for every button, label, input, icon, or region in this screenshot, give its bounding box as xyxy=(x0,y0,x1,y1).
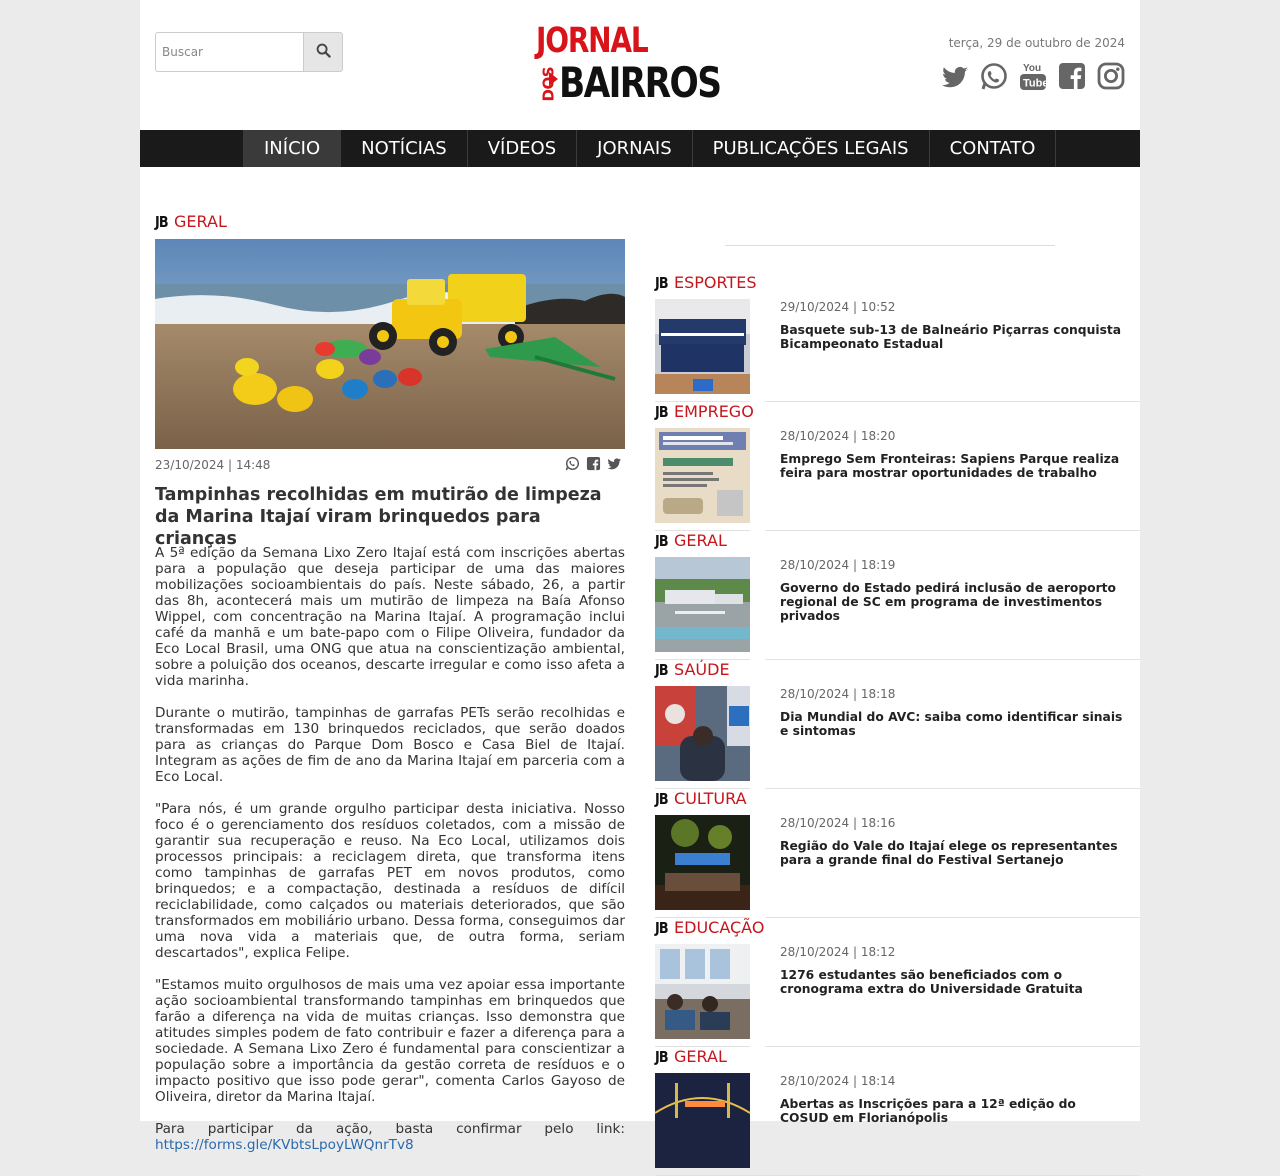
twitter-icon[interactable] xyxy=(941,60,969,92)
category-label: GERAL xyxy=(674,1047,727,1066)
site-logo[interactable] xyxy=(533,22,747,108)
news-date: 28/10/2024 | 18:20 xyxy=(780,429,896,443)
news-title[interactable]: Dia Mundial do AVC: saiba como identificar sinais e sintomas xyxy=(780,710,1123,738)
news-category[interactable] xyxy=(655,402,754,421)
search-button[interactable] xyxy=(303,32,343,72)
news-thumbnail[interactable] xyxy=(655,428,750,523)
category-label: EMPREGO xyxy=(674,402,754,421)
category-label: GERAL xyxy=(674,531,727,550)
category-label: SAÚDE xyxy=(674,660,730,679)
category-label: EDUCAÇÃO xyxy=(674,918,765,937)
news-category[interactable] xyxy=(655,531,727,550)
news-thumbnail[interactable] xyxy=(655,686,750,781)
svg-text:You: You xyxy=(1023,63,1042,74)
news-category[interactable] xyxy=(655,789,747,808)
social-links xyxy=(941,60,1125,92)
news-date: 28/10/2024 | 18:16 xyxy=(780,816,896,830)
whatsapp-share-icon[interactable] xyxy=(565,456,580,471)
news-date: 28/10/2024 | 18:19 xyxy=(780,558,896,572)
facebook-icon[interactable] xyxy=(1058,60,1086,92)
article-body xyxy=(155,545,625,1169)
header-date: terça, 29 de outubro de 2024 xyxy=(948,36,1125,50)
news-title[interactable]: Abertas as Inscrições para a 12ª edição do COSUD em Florianópolis xyxy=(780,1097,1076,1125)
facebook-share-icon[interactable] xyxy=(586,456,601,471)
logo-dos: DOS xyxy=(539,66,558,102)
jb-mark: JB xyxy=(155,212,168,231)
nav-item-inicio[interactable]: INÍCIO xyxy=(243,130,341,167)
nav-item-videos[interactable]: VÍDEOS xyxy=(468,130,577,167)
nav-item-publicacoes-legais[interactable]: PUBLICAÇÕES LEGAIS xyxy=(693,130,930,167)
news-title[interactable]: Emprego Sem Fronteiras: Sapiens Parque realiza feira para mostrar oportunidades de trabalho xyxy=(780,452,1120,480)
news-title[interactable]: Região do Vale do Itajaí elege os representantes para a grande final do Festival Sertanejo xyxy=(780,839,1118,867)
news-date: 29/10/2024 | 10:52 xyxy=(780,300,896,314)
nav-item-jornais[interactable]: JORNAIS xyxy=(577,130,693,167)
svg-text:Tube: Tube xyxy=(1023,77,1049,90)
logo-triangle xyxy=(549,72,558,86)
category-label: GERAL xyxy=(174,212,227,231)
news-date: 28/10/2024 | 18:14 xyxy=(780,1074,896,1088)
category-label: ESPORTES xyxy=(674,273,757,292)
news-title[interactable]: Governo do Estado pedirá inclusão de aeroporto regional de SC em programa de investimentos privados xyxy=(780,581,1116,623)
nav-item-noticias[interactable]: NOTÍCIAS xyxy=(341,130,468,167)
nav-item-contato[interactable]: CONTATO xyxy=(930,130,1057,167)
article-paragraph: Durante o mutirão, tampinhas de garrafas PETs serão recolhidas e transformadas em 130 brinquedos reciclados, que serão doados para as crianças do Parque Dom Bosco e Casa Biel de Itajaí. Integram as ações de fim de ano da Marina Itajaí em parceria com a Eco Local. xyxy=(155,705,625,785)
instagram-icon[interactable] xyxy=(1097,60,1125,92)
news-thumbnail[interactable] xyxy=(655,299,750,394)
news-thumbnail[interactable] xyxy=(655,944,750,1039)
sidebar-news-item[interactable] xyxy=(655,402,1140,531)
news-date: 28/10/2024 | 18:18 xyxy=(780,687,896,701)
main-nav xyxy=(140,130,1140,167)
news-thumbnail[interactable] xyxy=(655,557,750,652)
news-thumbnail[interactable] xyxy=(655,1073,750,1168)
sidebar-news-item[interactable] xyxy=(655,1047,1140,1176)
article-hero-image xyxy=(155,239,625,449)
category-label: CULTURA xyxy=(674,789,747,808)
logo-line-1: JORNAL xyxy=(536,21,648,61)
sidebar-news-item[interactable] xyxy=(655,531,1140,660)
news-category[interactable] xyxy=(655,1047,727,1066)
news-title[interactable]: 1276 estudantes são beneficiados com o cronograma extra do Universidade Gratuita xyxy=(780,968,1083,996)
article-paragraph: "Estamos muito orgulhosos de mais uma vez apoiar essa importante ação socioambiental transformando tampinhas em brinquedos que farão a diferença na vida de muitas crianças. Isso demonstra que atitudes simples podem de fato contribuir e fazer a diferença para a sociedade. A Semana Lixo Zero é fundamental para conscientizar a população sobre a importância da gestão correta de resíduos e o impacto positivo que isso pode gerar", comenta Carlos Gayoso de Oliveira, diretor da Marina Itajaí. xyxy=(155,977,625,1105)
search-input[interactable] xyxy=(155,32,303,72)
jb-mark: JB xyxy=(655,660,668,679)
news-category[interactable] xyxy=(655,660,730,679)
jb-mark: JB xyxy=(655,273,668,292)
youtube-icon[interactable] xyxy=(1019,60,1047,92)
sidebar-divider xyxy=(725,245,1055,246)
search-icon xyxy=(316,43,331,61)
logo-line-2: BAIRROS xyxy=(559,58,721,107)
news-title[interactable]: Basquete sub-13 de Balneário Piçarras conquista Bicampeonato Estadual xyxy=(780,323,1122,351)
cta-link[interactable]: https://forms.gle/KVbtsLpoyLWQnrTv8 xyxy=(155,1137,414,1153)
article-title: Tampinhas recolhidas em mutirão de limpeza da Marina Itajaí viram brinquedos para crianças xyxy=(155,485,602,549)
share-buttons xyxy=(565,456,622,471)
jb-mark: JB xyxy=(655,402,668,421)
cta-text: Para participar da ação, basta confirmar pelo link: xyxy=(155,1121,625,1137)
search-bar xyxy=(155,32,343,72)
jb-mark: JB xyxy=(655,918,668,937)
sidebar-news-item[interactable] xyxy=(655,660,1140,789)
article-paragraph: A 5ª edição da Semana Lixo Zero Itajaí está com inscrições abertas para a população que deseja participar de uma das maiores mobilizações socioambientais do país. Neste sábado, 26, a partir das 8h, acontecerá mais um mutirão de limpeza na Baía Afonso Wippel, com concentração na Marina Itajaí. A programação inclui café da manhã e um bate-papo com o Filipe Oliveira, fundador da Eco Local Brasil, uma ONG que atua na conscientização ambiental, sobre a poluição dos oceanos, descarte irregular e como isso afeta a vida marinha. xyxy=(155,545,625,689)
jb-mark: JB xyxy=(655,789,668,808)
jb-mark: JB xyxy=(655,1047,668,1066)
article-category[interactable] xyxy=(155,212,227,231)
sidebar-news-item[interactable] xyxy=(655,918,1140,1047)
whatsapp-icon[interactable] xyxy=(980,60,1008,92)
news-category[interactable] xyxy=(655,918,764,937)
news-thumbnail[interactable] xyxy=(655,815,750,910)
twitter-share-icon[interactable] xyxy=(607,456,622,471)
sidebar-news-item[interactable] xyxy=(655,273,1140,402)
page xyxy=(140,0,1140,1153)
news-date: 28/10/2024 | 18:12 xyxy=(780,945,896,959)
news-category[interactable] xyxy=(655,273,757,292)
article-cta xyxy=(155,1121,625,1153)
article-date: 23/10/2024 | 14:48 xyxy=(155,458,271,472)
sidebar-news-item[interactable] xyxy=(655,789,1140,918)
article-paragraph: "Para nós, é um grande orgulho participar desta iniciativa. Nosso foco é o gerenciamento dos resíduos coletados, com a missão de garantir sua recuperação e reuso. Na Eco Local, utilizamos dois processos principais: a reciclagem direta, que transforma itens como tampinhas de garrafas PET em novos produtos, como brinquedos; e a compactação, destinada a resíduos de difícil reciclabilidade, como calçados ou materiais deteriorados, que são transformados em mobiliário urbano. Dessa forma, conseguimos dar uma nova vida a materiais que, de outra forma, seriam descartados", explica Felipe. xyxy=(155,801,625,961)
jb-mark: JB xyxy=(655,531,668,550)
